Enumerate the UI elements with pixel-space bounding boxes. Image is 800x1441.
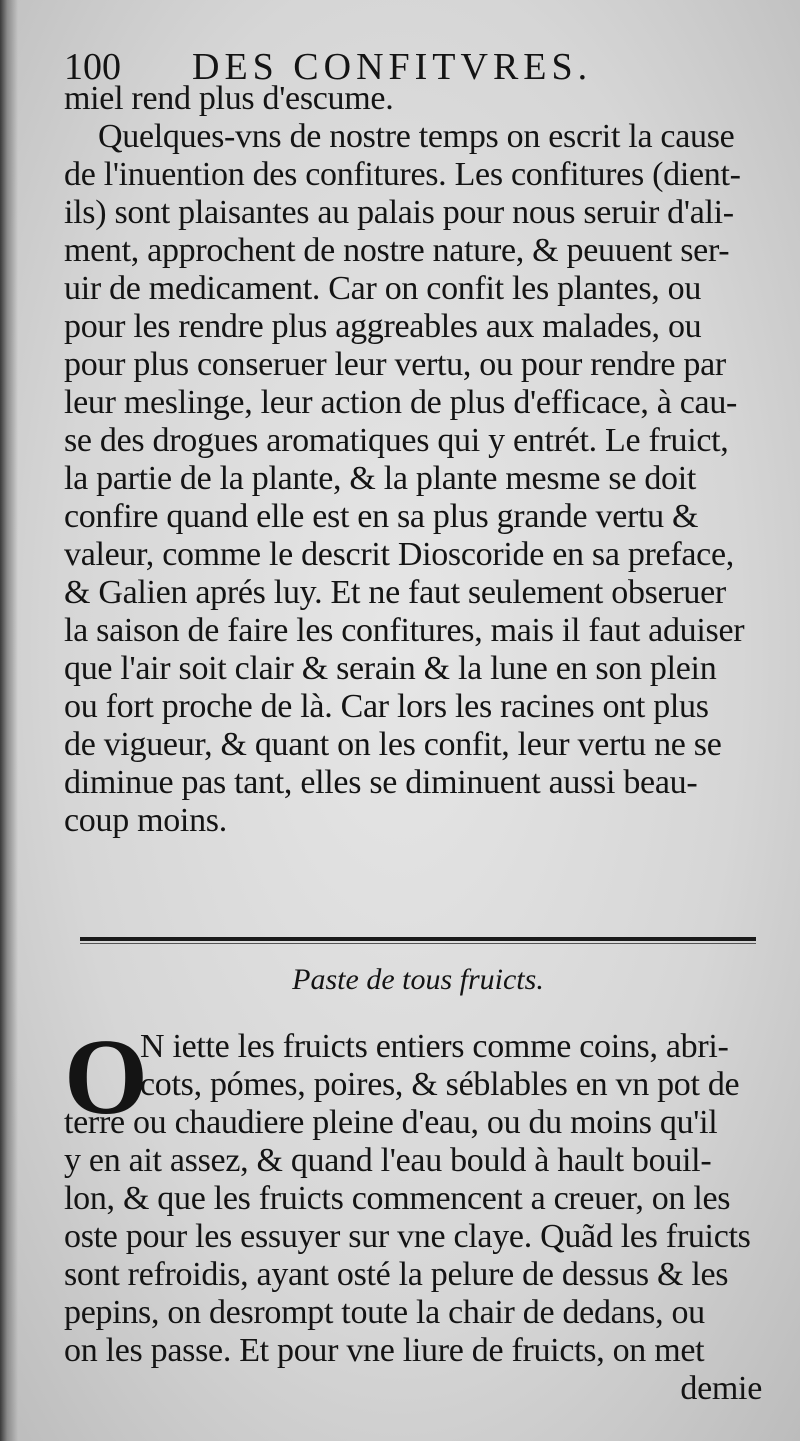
text-line: la partie de la plante, & la plante mesme se doit [64, 460, 697, 497]
text-line: terre ou chaudiere pleine d'eau, ou du moins qu'il [64, 1104, 718, 1141]
text-line: miel rend plus d'escume. [64, 80, 394, 117]
text-line: se des drogues aromatiques qui y entrét. Le fruict, [64, 422, 729, 459]
running-head: DES CONFITVRES. [192, 46, 593, 88]
page-number: 100 [64, 46, 121, 88]
text-line: pour plus conseruer leur vertu, ou pour rendre par [64, 346, 726, 383]
catchword: demie [680, 1370, 762, 1407]
drop-capital: O [64, 1018, 149, 1137]
text-line: uir de medicament. Car on confit les plantes, ou [64, 270, 702, 307]
text-line: pepins, on desrompt toute la chair de dedans, ou [64, 1294, 705, 1331]
text-line: N iette les fruicts entiers comme coins, abri- [140, 1028, 729, 1065]
text-line: leur meslinge, leur action de plus d'efficace, à cau- [64, 384, 738, 421]
text-line: confire quand elle est en sa plus grande vertu & [64, 498, 699, 535]
text-line: on les passe. Et pour vne liure de fruicts, on met [64, 1332, 705, 1369]
text-line: lon, & que les fruicts commencent a creuer, on les [64, 1180, 731, 1217]
text-line: la saison de faire les confitures, mais il faut aduiser [64, 612, 745, 649]
section-divider-thin [80, 943, 756, 944]
paragraph-2 [64, 1018, 772, 1408]
text-line: cots, pómes, poires, & séblables en vn pot de [140, 1066, 740, 1103]
section-title: Paste de tous fruicts. [292, 963, 544, 996]
text-line: & Galien aprés luy. Et ne faut seulement obseruer [64, 574, 726, 611]
text-line: ils) sont plaisantes au palais pour nous seruir d'ali- [64, 194, 734, 231]
text-line: que l'air soit clair & serain & la lune en son plein [64, 650, 717, 687]
text-line: ment, approchent de nostre nature, & peuuent ser- [64, 232, 730, 269]
paragraph-1 [64, 80, 772, 840]
bleed-through [250, 870, 257, 902]
text-line: de vigueur, & quant on les confit, leur vertu ne se [64, 726, 722, 763]
text-line: diminue pas tant, elles se diminuent aussi beau- [64, 764, 698, 801]
text-line: oste pour les essuyer sur vne claye. Quãd les fruicts [64, 1218, 751, 1255]
text-line: valeur, comme le descrit Dioscoride en sa preface, [64, 536, 734, 573]
text-line: y en ait assez, & quand l'eau bould à hault bouil- [64, 1142, 712, 1179]
page-gutter-shadow [0, 0, 18, 1441]
section-divider [80, 937, 756, 941]
text-line: coup moins. [64, 802, 227, 839]
text-line: Quelques-vns de nostre temps on escrit la cause [98, 118, 735, 155]
text-line: pour les rendre plus aggreables aux malades, ou [64, 308, 702, 345]
text-line: de l'inuention des confitures. Les confitures (dient- [64, 156, 741, 193]
text-line: sont refroidis, ayant osté la pelure de dessus & les [64, 1256, 729, 1293]
text-line: ou fort proche de là. Car lors les racines ont plus [64, 688, 709, 725]
